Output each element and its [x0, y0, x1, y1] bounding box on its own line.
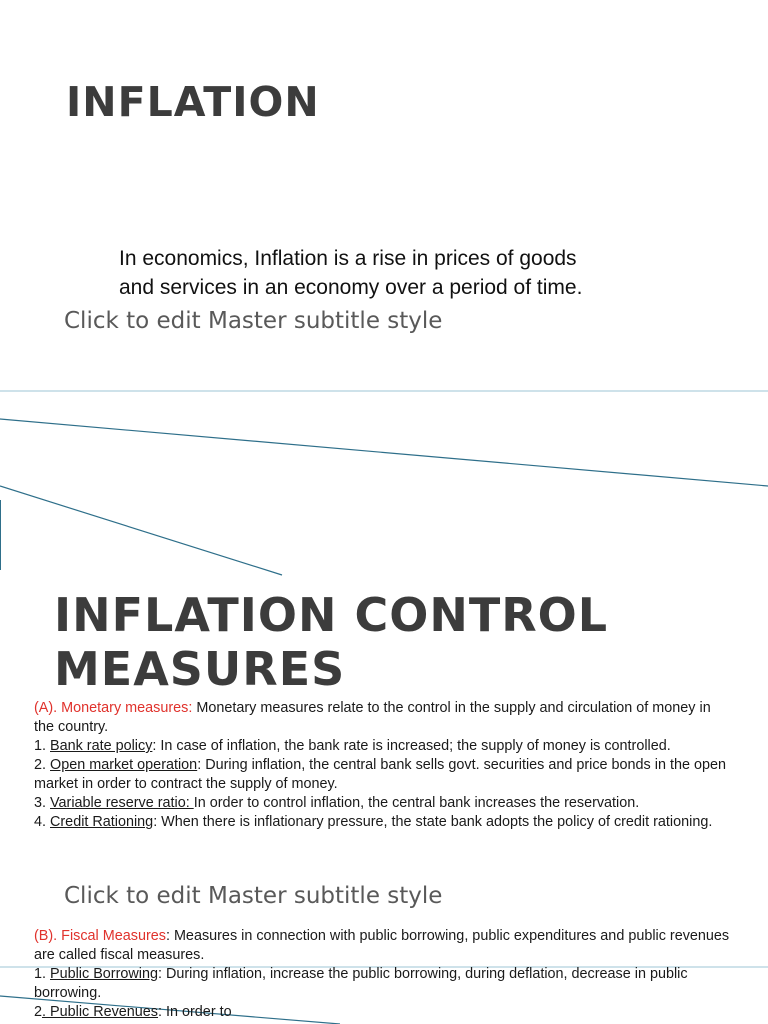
item-number: 3.: [34, 795, 50, 811]
item-text: : During inflation, increase the public borrowing, during deflation, decrease in public borrowing.: [34, 966, 688, 1001]
diagonal-line: [0, 419, 768, 486]
item-number: 2.: [34, 757, 50, 773]
subtitle-placeholder[interactable]: Click to edit Master subtitle style: [64, 883, 443, 909]
item-term: Credit Rationing: [50, 814, 154, 830]
fiscal-intro: [34, 927, 734, 965]
fiscal-intro-text: : Measures in connection with public borrowing, public expenditures and public revenues are called fiscal measures.: [34, 928, 730, 963]
list-item: [34, 756, 734, 794]
list-item: [34, 737, 734, 756]
item-number: 4.: [34, 814, 50, 830]
item-number: 1.: [34, 966, 50, 982]
list-item: [34, 813, 734, 832]
slide1-title: INFLATION: [66, 78, 320, 126]
item-text: : During inflation, the central bank sells govt. securities and price bonds in the open market in order to contract the supply of money.: [34, 757, 726, 792]
item-text: : In order to: [158, 1004, 232, 1020]
list-item: [34, 794, 734, 813]
item-term: Variable reserve ratio:: [50, 795, 194, 811]
diagonal-line: [0, 486, 282, 575]
slide2-title: [54, 588, 608, 696]
item-term: . Public Revenues: [42, 1004, 159, 1020]
inflation-definition: In economics, Inflation is a rise in prices of goods and services in an economy over a period of time.: [119, 247, 583, 299]
list-item: [34, 1003, 734, 1022]
subtitle-placeholder[interactable]: Click to edit Master subtitle style: [64, 308, 443, 334]
monetary-measures-section: [34, 699, 734, 832]
item-term: Public Borrowing: [50, 966, 158, 982]
item-text: : In case of inflation, the bank rate is increased; the supply of money is controlled.: [152, 738, 671, 754]
monetary-intro: [34, 699, 734, 737]
slide2-title-line1: INFLATION CONTROL: [54, 588, 609, 642]
fiscal-heading: (B). Fiscal Measures: [34, 928, 166, 944]
monetary-heading: (A). Monetary measures:: [34, 700, 193, 716]
item-text: In order to control inflation, the central bank increases the reservation.: [193, 795, 640, 811]
item-text: : When there is inflationary pressure, the state bank adopts the policy of credit rationing.: [153, 814, 713, 830]
list-item: [34, 965, 734, 1003]
fiscal-measures-section: [34, 927, 734, 1022]
item-number: 2: [34, 1004, 43, 1020]
monetary-intro-text: Monetary measures relate to the control in the supply and circulation of money in the country.: [34, 700, 711, 735]
item-term: Open market operation: [50, 757, 198, 773]
item-number: 1.: [34, 738, 50, 754]
item-term: Bank rate policy: [50, 738, 153, 754]
slide2-title-line2: MEASURES: [54, 642, 346, 696]
